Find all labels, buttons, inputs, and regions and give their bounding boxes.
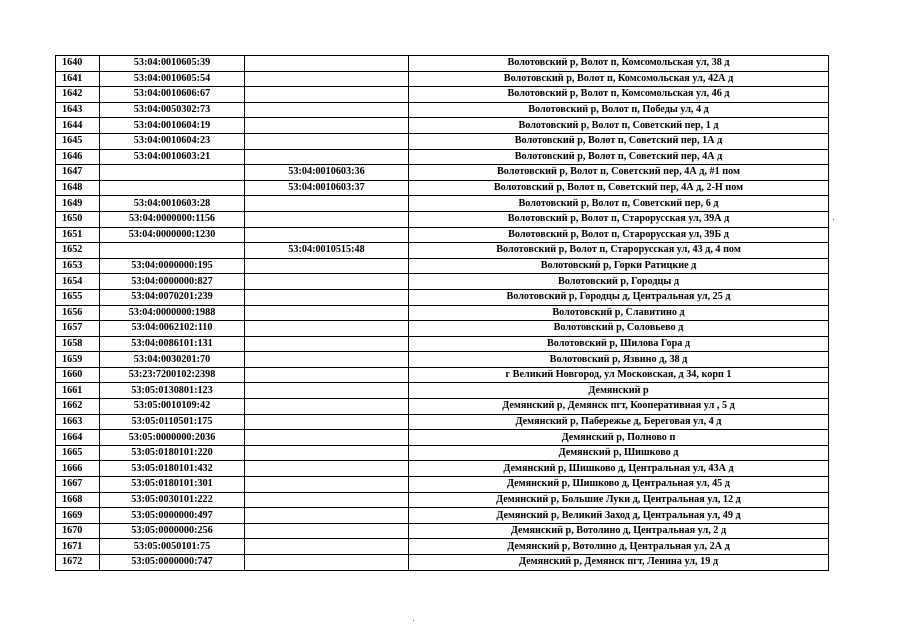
premises-cadastral-number-cell bbox=[245, 445, 409, 461]
cadastral-number-cell: 53:05:0000000:747 bbox=[100, 555, 245, 571]
premises-cadastral-number-cell bbox=[245, 555, 409, 571]
cadastral-number-cell: 53:04:0000000:1988 bbox=[100, 305, 245, 321]
row-number-cell: 1657 bbox=[56, 321, 100, 337]
address-cell: г Великий Новгород, ул Московская, д 34, корп 1 bbox=[409, 367, 829, 383]
cadastral-number-cell: 53:04:0010604:23 bbox=[100, 133, 245, 149]
row-number-cell: 1665 bbox=[56, 445, 100, 461]
premises-cadastral-number-cell bbox=[245, 367, 409, 383]
row-number-cell: 1659 bbox=[56, 352, 100, 368]
premises-cadastral-number-cell bbox=[245, 196, 409, 212]
row-number-cell: 1661 bbox=[56, 383, 100, 399]
address-cell: Волотовский р, Волот п, Советский пер, 1А д bbox=[409, 133, 829, 149]
table-row bbox=[56, 258, 829, 274]
address-cell: Волотовский р, Соловьево д bbox=[409, 321, 829, 337]
table-row bbox=[56, 383, 829, 399]
premises-cadastral-number-cell: 53:04:0010515:48 bbox=[245, 243, 409, 259]
table-row bbox=[56, 367, 829, 383]
table-row bbox=[56, 87, 829, 103]
table-row bbox=[56, 133, 829, 149]
premises-cadastral-number-cell bbox=[245, 211, 409, 227]
table-row bbox=[56, 227, 829, 243]
row-number-cell: 1644 bbox=[56, 118, 100, 134]
row-number-cell: 1668 bbox=[56, 492, 100, 508]
premises-cadastral-number-cell bbox=[245, 477, 409, 493]
scan-speck bbox=[833, 219, 834, 220]
table-row bbox=[56, 461, 829, 477]
address-cell: Волотовский р, Волот п, Победы ул, 4 д bbox=[409, 102, 829, 118]
premises-cadastral-number-cell bbox=[245, 274, 409, 290]
cadastral-number-cell: 53:04:0070201:239 bbox=[100, 289, 245, 305]
address-cell: Волотовский р, Славитино д bbox=[409, 305, 829, 321]
row-number-cell: 1664 bbox=[56, 430, 100, 446]
row-number-cell: 1672 bbox=[56, 555, 100, 571]
premises-cadastral-number-cell bbox=[245, 523, 409, 539]
address-cell: Демянский р, Паберeжье д, Береговая ул, 4 д bbox=[409, 414, 829, 430]
table-row bbox=[56, 180, 829, 196]
address-cell: Волотовский р, Городцы д, Центральная ул, 25 д bbox=[409, 289, 829, 305]
row-number-cell: 1641 bbox=[56, 71, 100, 87]
cadastral-number-cell: 53:04:0010604:19 bbox=[100, 118, 245, 134]
premises-cadastral-number-cell bbox=[245, 87, 409, 103]
address-cell: Демянский р, Демянск пгт, Кооперативная ул , 5 д bbox=[409, 399, 829, 415]
cadastral-number-cell: 53:05:0030101:222 bbox=[100, 492, 245, 508]
premises-cadastral-number-cell bbox=[245, 102, 409, 118]
premises-cadastral-number-cell bbox=[245, 508, 409, 524]
premises-cadastral-number-cell bbox=[245, 227, 409, 243]
cadastral-number-cell: 53:05:0000000:2036 bbox=[100, 430, 245, 446]
address-cell: Волотовский р, Городцы д bbox=[409, 274, 829, 290]
row-number-cell: 1655 bbox=[56, 289, 100, 305]
table-row bbox=[56, 555, 829, 571]
table-row bbox=[56, 196, 829, 212]
row-number-cell: 1642 bbox=[56, 87, 100, 103]
row-number-cell: 1670 bbox=[56, 523, 100, 539]
table-row bbox=[56, 274, 829, 290]
table-row bbox=[56, 539, 829, 555]
table-row bbox=[56, 165, 829, 181]
cadastral-number-cell: 53:05:0180101:432 bbox=[100, 461, 245, 477]
address-cell: Волотовский р, Волот п, Советский пер, 4А д, 2-Н пом bbox=[409, 180, 829, 196]
table-row bbox=[56, 102, 829, 118]
table-row bbox=[56, 211, 829, 227]
premises-cadastral-number-cell bbox=[245, 321, 409, 337]
row-number-cell: 1652 bbox=[56, 243, 100, 259]
premises-cadastral-number-cell: 53:04:0010603:36 bbox=[245, 165, 409, 181]
premises-cadastral-number-cell bbox=[245, 118, 409, 134]
cadastral-number-cell: 53:05:0180101:301 bbox=[100, 477, 245, 493]
cadastral-number-cell: 53:05:0000000:256 bbox=[100, 523, 245, 539]
row-number-cell: 1669 bbox=[56, 508, 100, 524]
address-cell: Волотовский р, Волот п, Старорусская ул, 39Б д bbox=[409, 227, 829, 243]
premises-cadastral-number-cell bbox=[245, 461, 409, 477]
property-table-body bbox=[56, 56, 829, 571]
table-row bbox=[56, 445, 829, 461]
cadastral-number-cell: 53:04:0010605:39 bbox=[100, 56, 245, 72]
address-cell: Демянский р, Великий Заход д, Центральная ул, 49 д bbox=[409, 508, 829, 524]
row-number-cell: 1654 bbox=[56, 274, 100, 290]
cadastral-number-cell: 53:04:0010603:21 bbox=[100, 149, 245, 165]
premises-cadastral-number-cell bbox=[245, 305, 409, 321]
table-row bbox=[56, 149, 829, 165]
table-row bbox=[56, 508, 829, 524]
address-cell: Волотовский р, Волот п, Советский пер, 4А д bbox=[409, 149, 829, 165]
address-cell: Волотовский р, Волот п, Комсомольская ул, 46 д bbox=[409, 87, 829, 103]
row-number-cell: 1662 bbox=[56, 399, 100, 415]
premises-cadastral-number-cell bbox=[245, 383, 409, 399]
premises-cadastral-number-cell bbox=[245, 352, 409, 368]
address-cell: Демянский р, Демянск пгт, Ленина ул, 19 д bbox=[409, 555, 829, 571]
table-row bbox=[56, 430, 829, 446]
address-cell: Демянский р, Шишково д, Центральная ул, 43А д bbox=[409, 461, 829, 477]
address-cell: Волотовский р, Горки Ратицкие д bbox=[409, 258, 829, 274]
cadastral-number-cell: 53:04:0010603:28 bbox=[100, 196, 245, 212]
address-cell: Волотовский р, Волот п, Комсомольская ул, 38 д bbox=[409, 56, 829, 72]
premises-cadastral-number-cell bbox=[245, 492, 409, 508]
cadastral-number-cell: 53:04:0062102:110 bbox=[100, 321, 245, 337]
row-number-cell: 1647 bbox=[56, 165, 100, 181]
scan-speck bbox=[413, 620, 414, 621]
address-cell: Волотовский р, Язвино д, 38 д bbox=[409, 352, 829, 368]
row-number-cell: 1640 bbox=[56, 56, 100, 72]
premises-cadastral-number-cell bbox=[245, 56, 409, 72]
cadastral-number-cell: 53:04:0000000:1156 bbox=[100, 211, 245, 227]
table-row bbox=[56, 352, 829, 368]
premises-cadastral-number-cell bbox=[245, 258, 409, 274]
row-number-cell: 1651 bbox=[56, 227, 100, 243]
cadastral-number-cell: 53:05:0130801:123 bbox=[100, 383, 245, 399]
cadastral-number-cell: 53:04:0000000:195 bbox=[100, 258, 245, 274]
row-number-cell: 1648 bbox=[56, 180, 100, 196]
address-cell: Демянский р, Вотолино д, Центральная ул, 2А д bbox=[409, 539, 829, 555]
address-cell: Волотовский р, Волот п, Советский пер, 6 д bbox=[409, 196, 829, 212]
row-number-cell: 1649 bbox=[56, 196, 100, 212]
cadastral-number-cell: 53:05:0110501:175 bbox=[100, 414, 245, 430]
address-cell: Демянский р, Большие Луки д, Центральная ул, 12 д bbox=[409, 492, 829, 508]
cadastral-number-cell: 53:05:0000000:497 bbox=[100, 508, 245, 524]
row-number-cell: 1671 bbox=[56, 539, 100, 555]
cadastral-number-cell bbox=[100, 243, 245, 259]
table-row bbox=[56, 477, 829, 493]
premises-cadastral-number-cell bbox=[245, 71, 409, 87]
cadastral-number-cell: 53:04:0000000:827 bbox=[100, 274, 245, 290]
cadastral-number-cell: 53:04:0010606:67 bbox=[100, 87, 245, 103]
premises-cadastral-number-cell bbox=[245, 539, 409, 555]
address-cell: Демянский р, Шишково д bbox=[409, 445, 829, 461]
premises-cadastral-number-cell bbox=[245, 414, 409, 430]
row-number-cell: 1646 bbox=[56, 149, 100, 165]
cadastral-number-cell bbox=[100, 165, 245, 181]
table-row bbox=[56, 414, 829, 430]
table-row bbox=[56, 305, 829, 321]
row-number-cell: 1645 bbox=[56, 133, 100, 149]
table-row bbox=[56, 71, 829, 87]
premises-cadastral-number-cell bbox=[245, 399, 409, 415]
row-number-cell: 1650 bbox=[56, 211, 100, 227]
table-row bbox=[56, 56, 829, 72]
cadastral-number-cell: 53:04:0050302:73 bbox=[100, 102, 245, 118]
table-row bbox=[56, 523, 829, 539]
row-number-cell: 1656 bbox=[56, 305, 100, 321]
table-row bbox=[56, 243, 829, 259]
row-number-cell: 1653 bbox=[56, 258, 100, 274]
table-row bbox=[56, 289, 829, 305]
address-cell: Волотовский р, Шилова Гора д bbox=[409, 336, 829, 352]
table-row bbox=[56, 399, 829, 415]
premises-cadastral-number-cell: 53:04:0010603:37 bbox=[245, 180, 409, 196]
address-cell: Волотовский р, Волот п, Советский пер, 4А д, #1 пом bbox=[409, 165, 829, 181]
table-row bbox=[56, 118, 829, 134]
row-number-cell: 1667 bbox=[56, 477, 100, 493]
cadastral-number-cell: 53:04:0086101:131 bbox=[100, 336, 245, 352]
address-cell: Демянский р, Шишково д, Центральная ул, 45 д bbox=[409, 477, 829, 493]
premises-cadastral-number-cell bbox=[245, 149, 409, 165]
cadastral-number-cell: 53:04:0000000:1230 bbox=[100, 227, 245, 243]
row-number-cell: 1666 bbox=[56, 461, 100, 477]
table-row bbox=[56, 321, 829, 337]
property-table bbox=[55, 55, 829, 571]
row-number-cell: 1658 bbox=[56, 336, 100, 352]
row-number-cell: 1643 bbox=[56, 102, 100, 118]
address-cell: Волотовский р, Волот п, Старорусская ул, 43 д, 4 пом bbox=[409, 243, 829, 259]
address-cell: Демянский р, Полново п bbox=[409, 430, 829, 446]
address-cell: Волотовский р, Волот п, Комсомольская ул, 42А д bbox=[409, 71, 829, 87]
cadastral-number-cell: 53:05:0050101:75 bbox=[100, 539, 245, 555]
cadastral-number-cell bbox=[100, 180, 245, 196]
address-cell: Волотовский р, Волот п, Старорусская ул, 39А д bbox=[409, 211, 829, 227]
cadastral-number-cell: 53:05:0180101:220 bbox=[100, 445, 245, 461]
row-number-cell: 1660 bbox=[56, 367, 100, 383]
address-cell: Демянский р, Вотолино д, Центральная ул, 2 д bbox=[409, 523, 829, 539]
address-cell: Волотовский р, Волот п, Советский пер, 1 д bbox=[409, 118, 829, 134]
cadastral-number-cell: 53:05:0010109:42 bbox=[100, 399, 245, 415]
cadastral-number-cell: 53:23:7200102:2398 bbox=[100, 367, 245, 383]
address-cell: Демянский р bbox=[409, 383, 829, 399]
cadastral-number-cell: 53:04:0030201:70 bbox=[100, 352, 245, 368]
row-number-cell: 1663 bbox=[56, 414, 100, 430]
premises-cadastral-number-cell bbox=[245, 133, 409, 149]
premises-cadastral-number-cell bbox=[245, 289, 409, 305]
cadastral-number-cell: 53:04:0010605:54 bbox=[100, 71, 245, 87]
table-row bbox=[56, 492, 829, 508]
premises-cadastral-number-cell bbox=[245, 336, 409, 352]
table-row bbox=[56, 336, 829, 352]
premises-cadastral-number-cell bbox=[245, 430, 409, 446]
